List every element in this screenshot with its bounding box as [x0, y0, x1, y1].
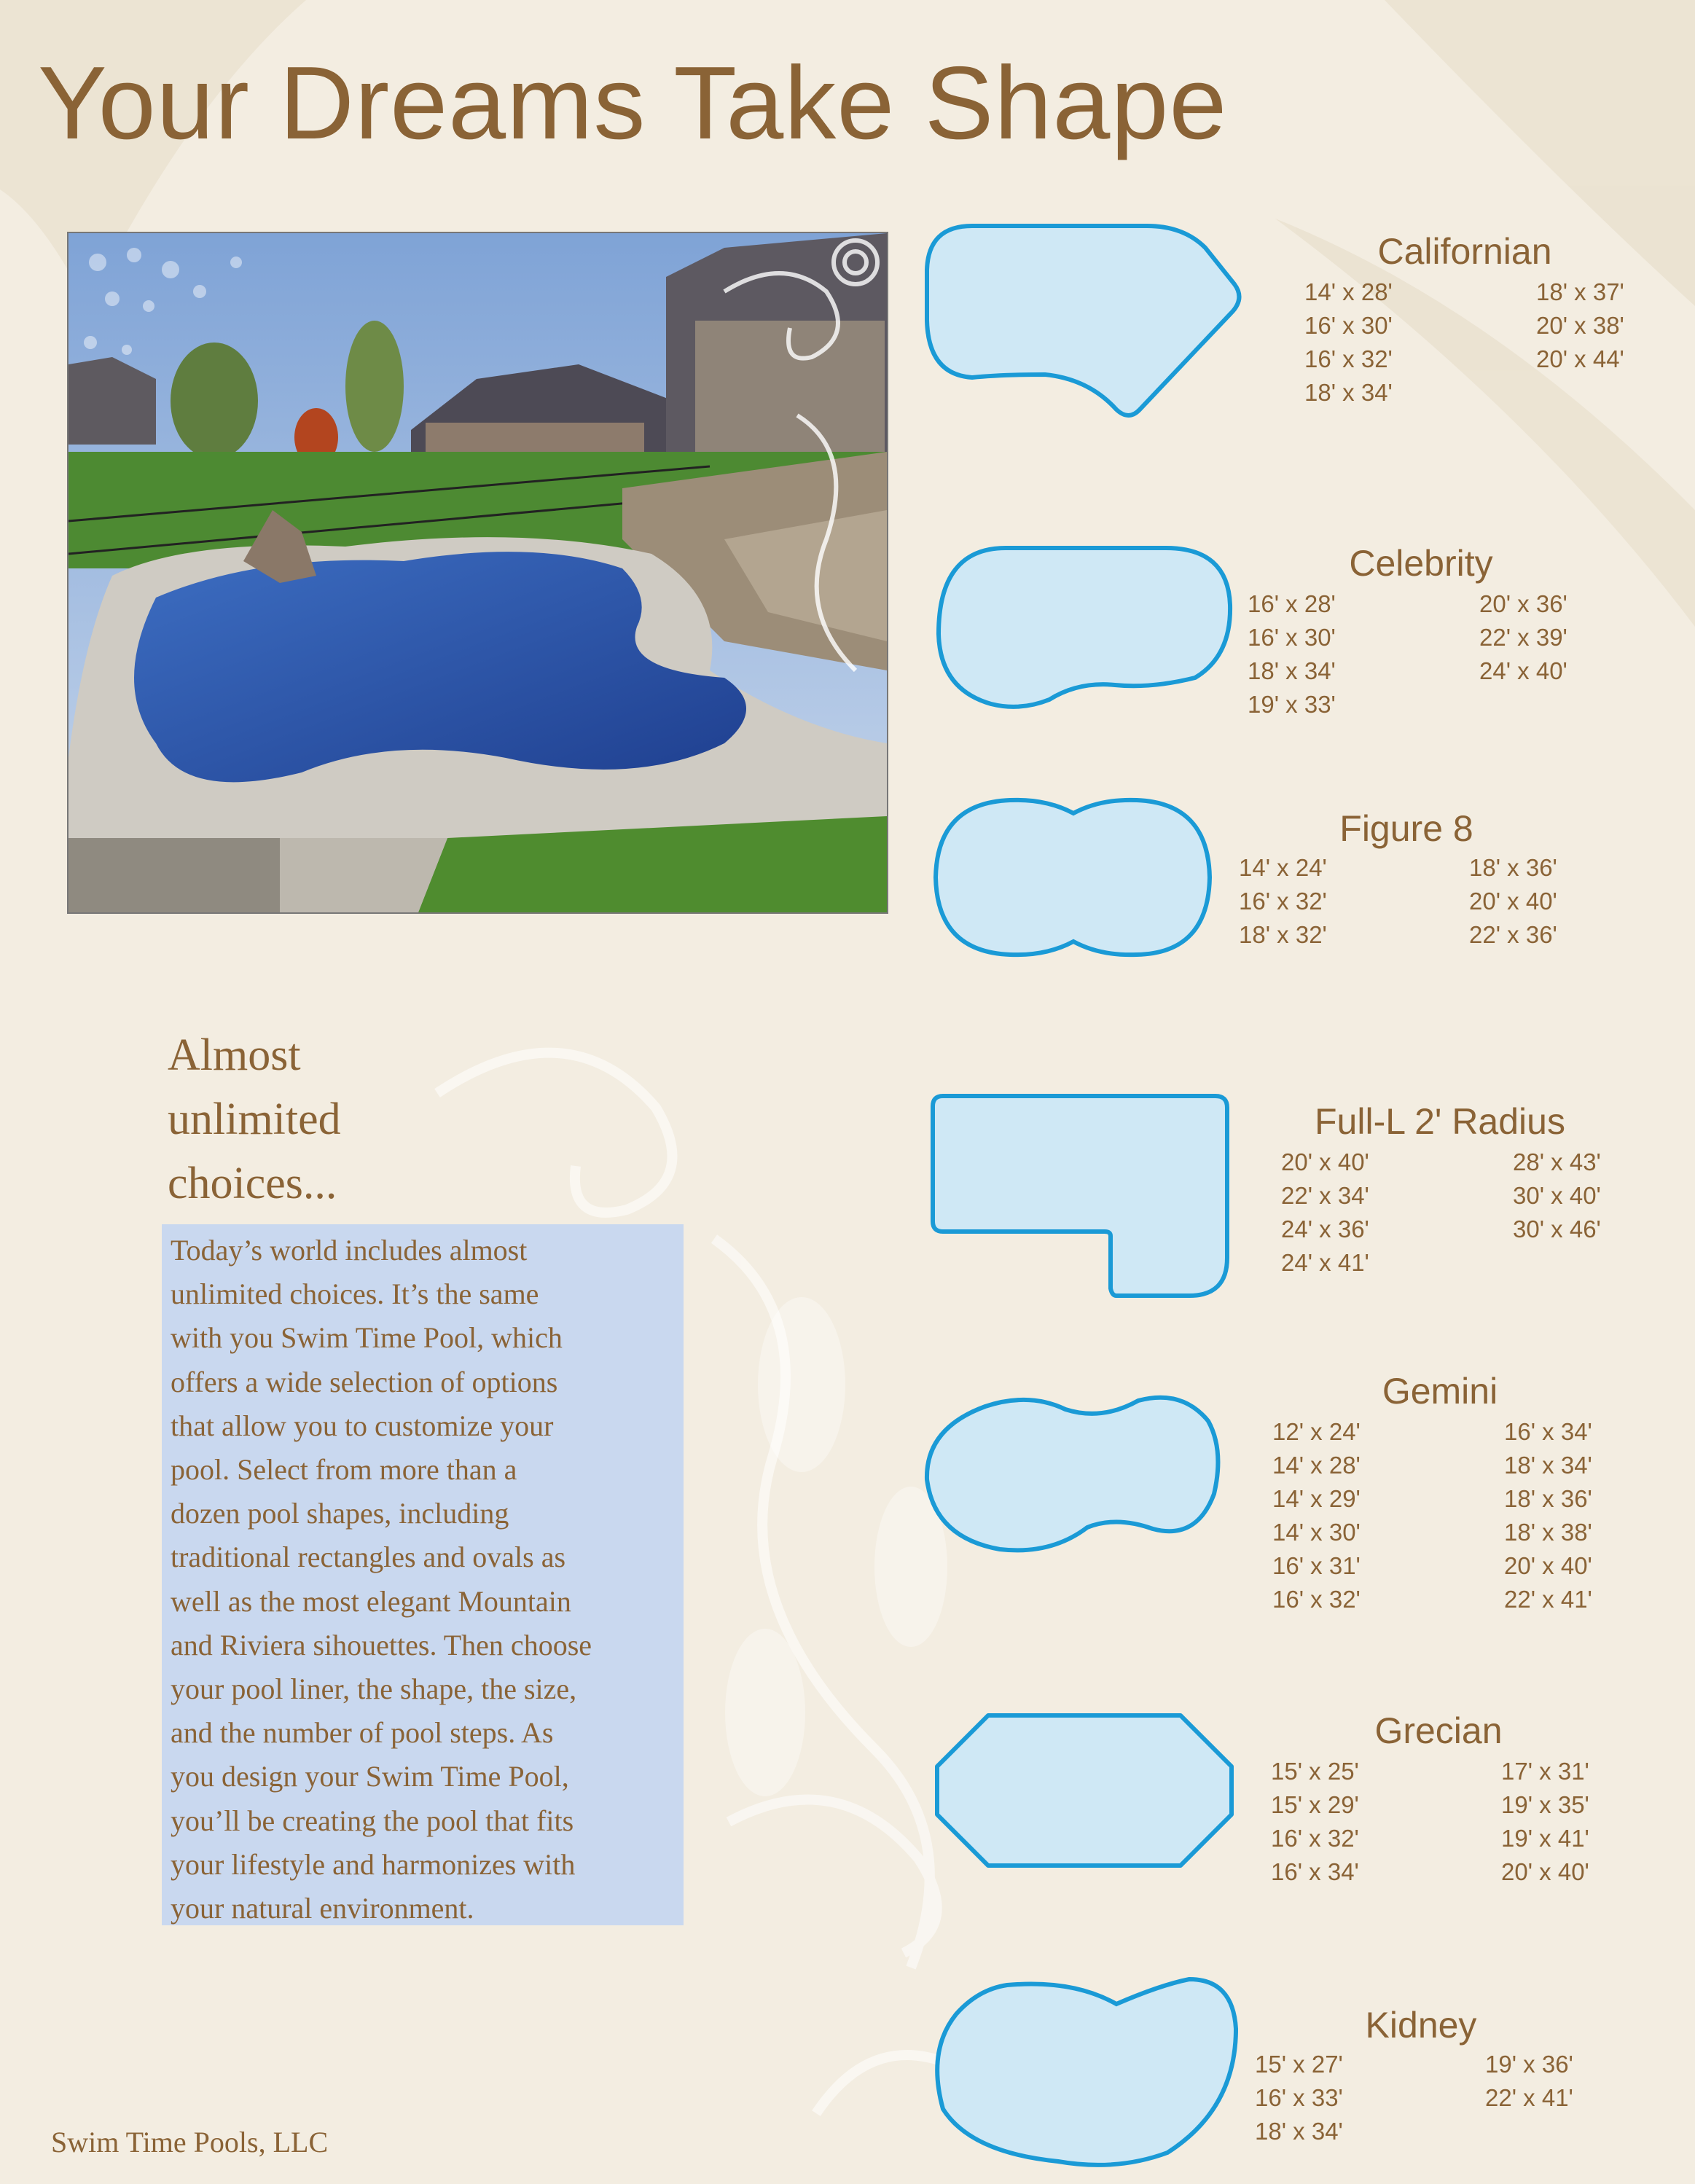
- size-item: 15' x 29': [1271, 1791, 1359, 1818]
- size-item: 16' x 32': [1272, 1586, 1361, 1613]
- sizes-full-l-col2: [1513, 1146, 1601, 1246]
- size-item: 18' x 34': [1248, 657, 1336, 684]
- shape-name-californian: Californian: [1377, 231, 1552, 272]
- size-item: 22' x 41': [1485, 2084, 1573, 2111]
- sizes-kidney-col2: [1485, 2048, 1573, 2115]
- size-item: 18' x 34': [1304, 379, 1393, 406]
- size-item: 20' x 36': [1479, 590, 1567, 617]
- sizes-celebrity-col2: [1479, 587, 1567, 688]
- size-item: 28' x 43': [1513, 1148, 1601, 1175]
- size-item: 12' x 24': [1272, 1418, 1361, 1445]
- shape-name-full-l: Full-L 2' Radius: [1315, 1101, 1565, 1142]
- size-item: 18' x 36': [1504, 1485, 1592, 1512]
- size-item: 22' x 39': [1479, 624, 1567, 651]
- size-item: 20' x 40': [1501, 1858, 1589, 1885]
- page-title: Your Dreams Take Shape: [38, 45, 1228, 161]
- kidney-shape-icon: [927, 1970, 1243, 2172]
- size-item: 18' x 38': [1504, 1519, 1592, 1546]
- sizes-grecian-col1: [1271, 1755, 1359, 1889]
- size-item: 18' x 32': [1239, 921, 1327, 948]
- size-item: 16' x 28': [1248, 590, 1336, 617]
- figure-8-shape-icon: [930, 791, 1217, 963]
- size-item: 22' x 34': [1281, 1182, 1369, 1209]
- size-item: 16' x 32': [1239, 888, 1327, 915]
- shape-name-gemini: Gemini: [1382, 1371, 1498, 1412]
- size-item: 19' x 33': [1248, 691, 1336, 718]
- body-line: and Riviera sihouettes. Then choose: [171, 1628, 592, 1662]
- section-heading-line: Almost: [168, 1030, 301, 1080]
- size-item: 20' x 38': [1536, 312, 1624, 339]
- sizes-gemini-col2: [1504, 1415, 1592, 1616]
- body-line: Today’s world includes almost: [171, 1234, 528, 1267]
- size-item: 20' x 40': [1504, 1552, 1592, 1579]
- size-item: 30' x 46': [1513, 1216, 1601, 1242]
- size-item: 30' x 40': [1513, 1182, 1601, 1209]
- body-line: with you Swim Time Pool, which: [171, 1321, 563, 1355]
- body-line: unlimited choices. It’s the same: [171, 1277, 539, 1311]
- size-item: 19' x 41': [1501, 1825, 1589, 1852]
- size-item: 18' x 34': [1255, 2118, 1343, 2145]
- gemini-shape-icon: [920, 1385, 1226, 1559]
- sizes-californian-col2: [1536, 275, 1624, 376]
- size-item: 16' x 30': [1248, 624, 1336, 651]
- size-item: 20' x 44': [1536, 345, 1624, 372]
- sizes-californian-col1: [1304, 275, 1393, 410]
- size-item: 16' x 34': [1271, 1858, 1359, 1885]
- sizes-grecian-col2: [1501, 1755, 1589, 1889]
- size-item: 16' x 32': [1304, 345, 1393, 372]
- shape-name-celebrity: Celebrity: [1349, 543, 1493, 584]
- body-paragraph: [171, 1229, 681, 1930]
- body-line: you design your Swim Time Pool,: [171, 1760, 569, 1793]
- body-line: offers a wide selection of options: [171, 1365, 558, 1398]
- body-line: your pool liner, the shape, the size,: [171, 1672, 577, 1706]
- size-item: 18' x 37': [1536, 278, 1624, 305]
- body-line: that allow you to customize your: [171, 1409, 554, 1442]
- size-item: 16' x 34': [1504, 1418, 1592, 1445]
- size-item: 20' x 40': [1281, 1148, 1369, 1175]
- body-line: your lifestyle and harmonizes with: [171, 1847, 576, 1881]
- body-line: pool. Select from more than a: [171, 1453, 517, 1487]
- full-l-shape-icon: [927, 1090, 1233, 1302]
- size-item: 19' x 36': [1485, 2051, 1573, 2078]
- celebrity-shape-icon: [933, 539, 1239, 714]
- size-item: 24' x 36': [1281, 1216, 1369, 1242]
- size-item: 14' x 28': [1272, 1452, 1361, 1479]
- size-item: 18' x 34': [1504, 1452, 1592, 1479]
- shape-name-kidney: Kidney: [1365, 2005, 1477, 2046]
- size-item: 14' x 29': [1272, 1485, 1361, 1512]
- body-line: traditional rectangles and ovals as: [171, 1541, 566, 1574]
- footer-company: Swim Time Pools, LLC: [51, 2126, 329, 2158]
- grecian-shape-icon: [930, 1710, 1239, 1871]
- size-item: 24' x 41': [1281, 1249, 1369, 1276]
- body-line: your natural environment.: [171, 1892, 474, 1925]
- size-item: 17' x 31': [1501, 1758, 1589, 1785]
- body-line: well as the most elegant Mountain: [171, 1584, 571, 1618]
- size-item: 24' x 40': [1479, 657, 1567, 684]
- sizes-gemini-col1: [1272, 1415, 1361, 1616]
- section-heading-line: unlimited: [168, 1095, 341, 1144]
- shape-name-figure-8: Figure 8: [1339, 808, 1473, 849]
- size-item: 16' x 31': [1272, 1552, 1361, 1579]
- size-item: 16' x 32': [1271, 1825, 1359, 1852]
- size-item: 18' x 36': [1469, 854, 1557, 881]
- sizes-kidney-col1: [1255, 2048, 1343, 2148]
- sizes-figure-8-col2: [1469, 851, 1557, 952]
- body-line: dozen pool shapes, including: [171, 1497, 509, 1530]
- size-item: 22' x 36': [1469, 921, 1557, 948]
- size-item: 16' x 30': [1304, 312, 1393, 339]
- size-item: 22' x 41': [1504, 1586, 1592, 1613]
- pool-photo: [67, 232, 888, 914]
- body-line: you’ll be creating the pool that fits: [171, 1804, 574, 1837]
- section-heading-line: choices...: [168, 1159, 337, 1208]
- sizes-full-l-col1: [1281, 1146, 1369, 1280]
- sizes-celebrity-col1: [1248, 587, 1336, 721]
- size-item: 15' x 25': [1271, 1758, 1359, 1785]
- section-heading: [168, 1023, 532, 1216]
- size-item: 14' x 28': [1304, 278, 1393, 305]
- californian-shape-icon: [921, 219, 1249, 423]
- size-item: 14' x 24': [1239, 854, 1327, 881]
- shape-name-grecian: Grecian: [1374, 1710, 1503, 1751]
- body-line: and the number of pool steps. As: [171, 1716, 554, 1750]
- size-item: 16' x 33': [1255, 2084, 1343, 2111]
- size-item: 20' x 40': [1469, 888, 1557, 915]
- sizes-figure-8-col1: [1239, 851, 1327, 952]
- size-item: 14' x 30': [1272, 1519, 1361, 1546]
- size-item: 15' x 27': [1255, 2051, 1343, 2078]
- size-item: 19' x 35': [1501, 1791, 1589, 1818]
